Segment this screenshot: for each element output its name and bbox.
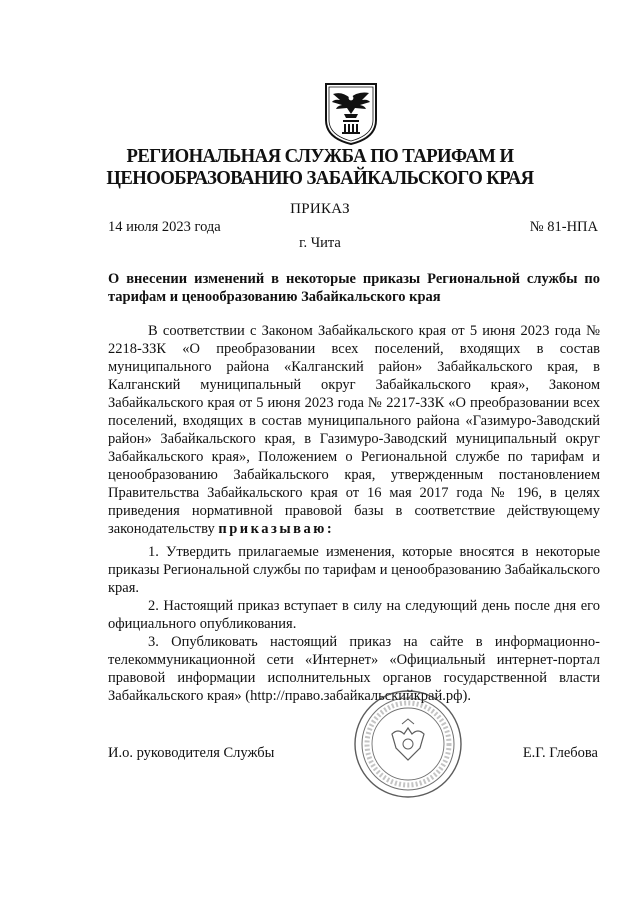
coat-of-arms-icon (322, 80, 380, 146)
signer-role: И.о. руководителя Службы (108, 745, 275, 761)
signer-name: Е.Г. Глебова (522, 745, 598, 761)
order-item-1: 1. Утвердить прилагаемые изменения, которые вносятся в некоторые приказы Региональной службы по тарифам и ценообразованию Забайкальского края. (108, 544, 600, 596)
document-subject: О внесении изменений в некоторые приказы Региональной службы по тарифам и ценообразованию Забайкальского края (108, 271, 600, 305)
order-word: приказываю: (218, 521, 335, 537)
document-number: № 81-НПА (529, 219, 598, 235)
document-date: 14 июля 2023 года (108, 219, 221, 235)
document-city: г. Чита (299, 235, 341, 251)
preamble-text: В соответствии с Законом Забайкальского края от 5 июня 2023 года № 2218-ЗЗК «О преобразовании всех поселений, входящих в состав муниципального района «Калганский район» Забайкальского края, в Калганский муниципальный округ Забайкальского края», Законом Забайкальского края от 5 июня 2023 года № 2217-ЗЗК «О преобразовании всех поселений, входящих в состав муниципального района «Газимуро-Заводский район» Забайкальского края, в Газимуро-Заводский муниципальный округ Забайкальского края», Положением о Региональной службе по тарифам и ценообразованию Забайкальского края, утвержденным постановлением Правительства Забайкальского края от 16 мая 2017 года № 196, в целях приведения нормативной правовой базы в соответствие действующему законодательству (108, 323, 600, 537)
order-items (108, 543, 600, 705)
organization-name: РЕГИОНАЛЬНАЯ СЛУЖБА ПО ТАРИФАМ И ЦЕНООБРАЗОВАНИЮ ЗАБАЙКАЛЬСКОГО КРАЯ (106, 146, 534, 189)
document-type: ПРИКАЗ (290, 201, 350, 217)
order-item-3: 3. Опубликовать настоящий приказ на сайте в информационно-телекоммуникационной сети «Интернет» «Официальный интернет-портал правовой информации исполнительных органов государственной власти Забайкальского края» (http://право.забайкальскийкрай.рф). (108, 634, 600, 704)
order-item-2: 2. Настоящий приказ вступает в силу на следующий день после дня его официального опубликования. (108, 598, 600, 632)
official-seal-icon (352, 688, 464, 800)
preamble-paragraph (108, 322, 600, 538)
